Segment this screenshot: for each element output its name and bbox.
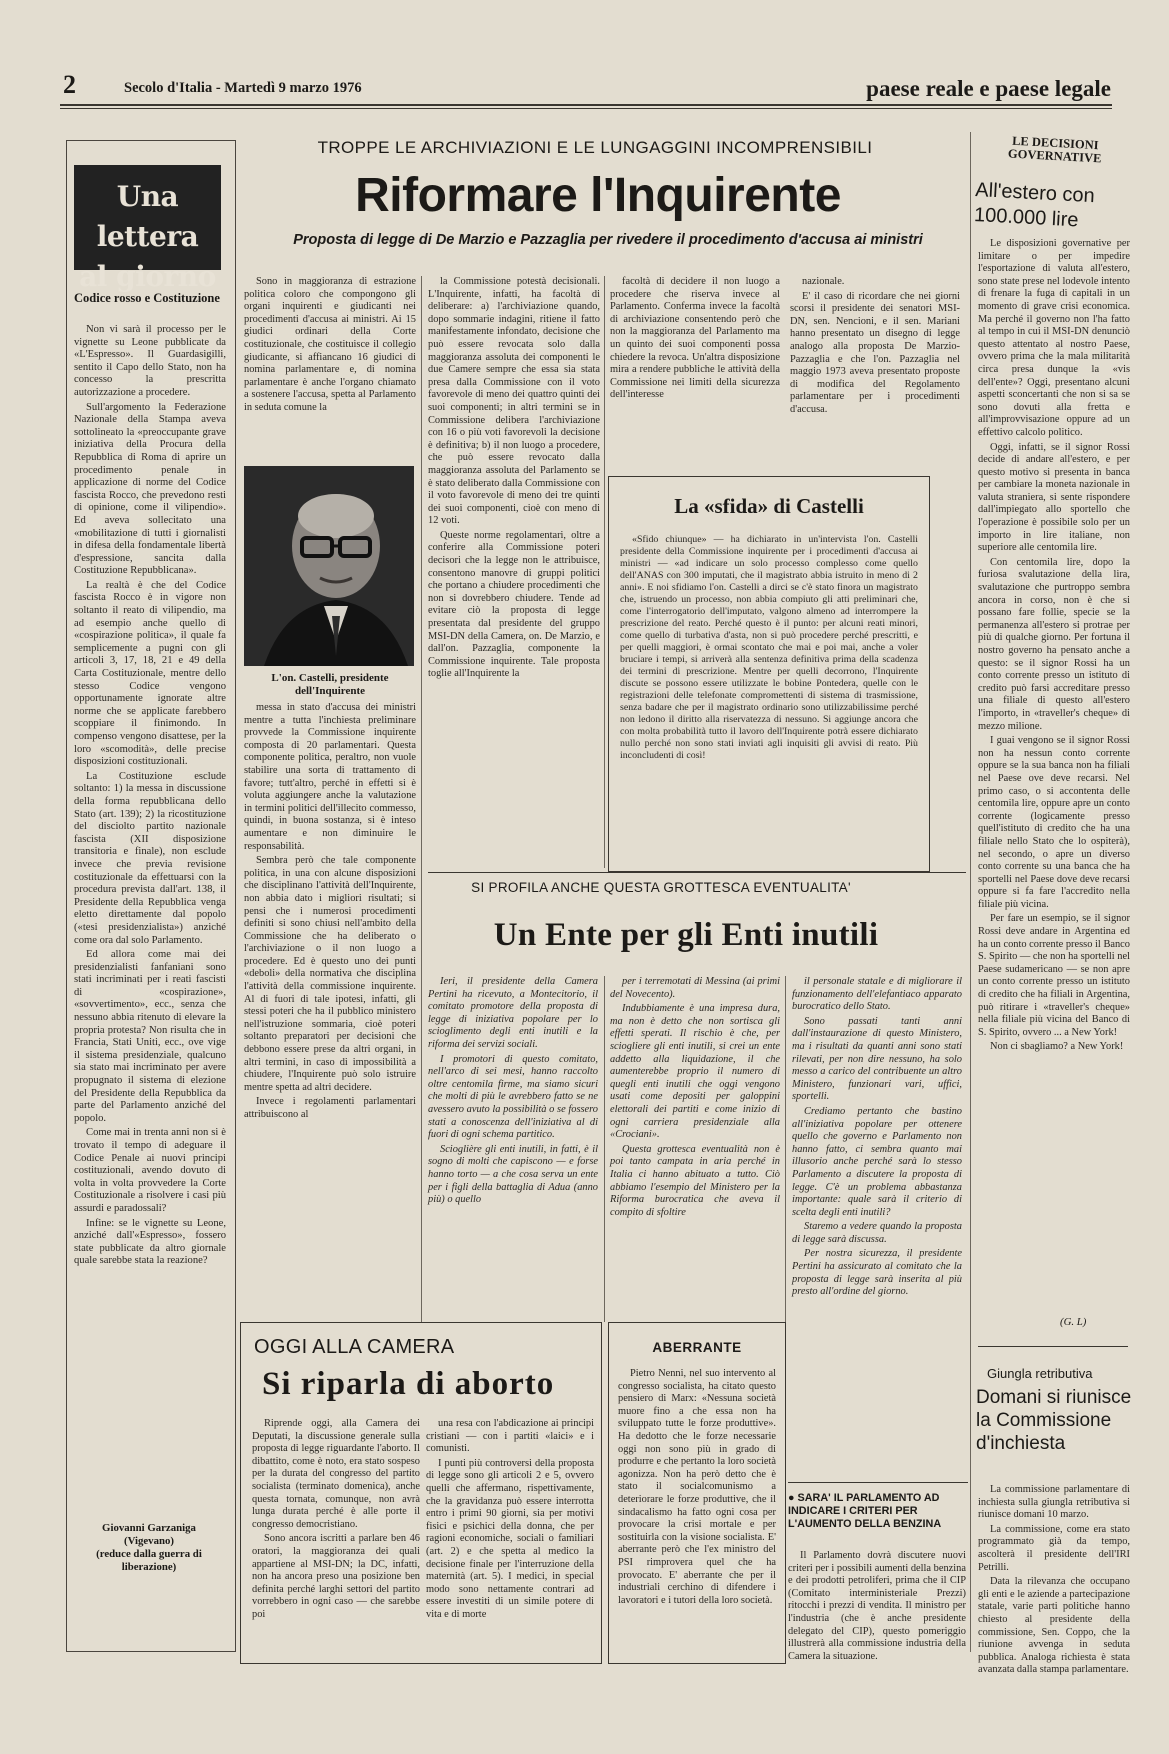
ente-col2 <box>610 976 780 1322</box>
signature-place: (Vigevano) <box>124 1535 174 1547</box>
main-paragraph: Invece i regolamenti parlamentari attribuiscono al <box>244 1096 416 1120</box>
main-headline: Riformare l'Inquirente <box>355 169 841 222</box>
main-col1-top <box>244 276 416 464</box>
castelli-photo <box>244 466 414 666</box>
main-paragraph: messa in stato d'accusa dei ministri mentre a tutta l'inchiesta preliminare provvede la Commissione inquirente composta di 20 parlamentari. Questa componente politica, peraltro, non vuole stabilire una sorta di trattamento di favore; tutt'altro, perché in effetti si è voluta aggiungere anche la valutazione in termini politici dell'illecito commesso, quindi, in buona sostanza, si è inteso aumentare e non diminuire le responsabilità. <box>244 702 416 852</box>
aberrante-paragraph: Pietro Nenni, nel suo intervento al congresso socialista, ha citato questo pensiero di Marx: «Nessuna società muore fino a che essa non ha sviluppato tutte le forze produttive». Ha dedotto che le forze necessarie oggi non sono più in grado di produrre e che pertanto la loro società agonizza. Non ha però detto che è stato il socialcomunismo a deteriorare le forze produttive, che il sindacalismo ha fatto ogni cosa per provocare la crisi mortale e per sostituirla con la visione socialista. E' aberrante però che l'ex ministro del PSI rimprovera quel che ha provocato. E' aberrante che per il industriali cerchino di difendere i lavoratori e i tutori della loro società. <box>618 1368 776 1606</box>
camera-headline: Si riparla di aborto <box>262 1366 555 1402</box>
lettera-paragraph: Come mai in trenta anni non si è trovato il tempo di adeguare il Codice Penale ai nuovi principi costituzionali, avendo dovuto di volta in volta provvedere la Corte Costituzionale a risolvere i casi più assurdi e paradossali? <box>74 1127 226 1214</box>
main-paragraph: E' il caso di ricordare che nei giorni scorsi il presidente dei senatori MSI-DN, sen. Nencioni, e il sen. Mariani hanno presentato un disegno di legge analogo alla proposta De Marzio-Pazzaglia e che l'on. Pazzaglia nel maggio 1973 aveva presentato proposte di modifica del Regolamento parlamentare per i procedimenti d'accusa. <box>790 290 960 415</box>
lettera-body <box>74 324 226 1516</box>
decisioni-headline: All'estero con 100.000 lire <box>973 178 1096 232</box>
main-kicker: TROPPE LE ARCHIVIAZIONI E LE LUNGAGGINI INCOMPRENSIBILI <box>317 138 873 157</box>
portrait-image <box>244 466 414 666</box>
ente-paragraph: Ieri, il presidente della Camera Pertini ha ricevuto, a Montecitorio, il comitato promotore della proposta di legge di iniziativa popolare per lo scioglimento degli enti inutili e la riforma dei servizi sociali. <box>428 976 598 1050</box>
decisioni-paragraph: I guai vengono se il signor Rossi non ha nessun conto corrente oppure se la sua banca non ha filiali nel Paese ove deve recarsi. Nel primo caso, o si accontenta delle centomila lire, oppure apre un conto corrente (logicamente presso quell'istituto di credito che ha una filiale nello Stato che lo ospiterà), nel secondo, o apre un diverso conto corrente su una banca che ha sportelli nel Paese dove deve recarsi oppure si fa fare l'accredito nella filiale più vicina. <box>978 735 1130 910</box>
lettera-paragraph: Non vi sarà il processo per le vignette su Leone pubblicate da «L'Espresso». Il Guardasigilli, sentito il Capo dello Stato, non ha concesso la prescritta autorizzazione a procedere. <box>74 324 226 398</box>
lettera-title-line2: al giorno <box>79 260 216 293</box>
camera-paragraph: Sono ancora iscritti a parlare ben 46 oratori, la maggioranza dei quali appartiene al MSI-DN; la DC, infatti, non ha ancora preso una posizione ben definita perché larghi settori del partito vorrebbero in ogni caso — che sarebbe poi <box>252 1533 420 1620</box>
photo-caption: L'on. Castelli, presidente dell'Inquirente <box>271 672 389 697</box>
ente-col3 <box>792 976 962 1456</box>
camera-paragraph: I punti più controversi della proposta di legge sono gli articoli 2 e 5, ovvero quelli che affermano, rispettivamente, che la gravidanza può essere interrotta entro i primi 90 giorni, sia per motivi fisici e psichici della donna, che per ragioni economiche, sociali o familiari (art. 2) e che spetta al medico la decisione finale per l'interruzione della maternità (art. 5). I medici, in special modo sono nettamente contrari ad essere investiti di un simile potere di vita e di morte <box>426 1457 594 1620</box>
ente-paragraph: il personale statale e di migliorare il funzionamento dell'elefantiaco apparato burocratico dello Stato. <box>792 976 962 1013</box>
ente-paragraph: Staremo a vedere quando la proposta di legge sarà discussa. <box>792 1221 962 1245</box>
main-paragraph: facoltà di decidere il non luogo a procedere che riserva invece al Parlamento. Conferma invece la facoltà di archiviazione consentendo però che non la maggioranza del Parlamento ma un quinto dei suoi componenti possa chiedere la revoca. Un'altra disposizione mira a rendere pubbliche le attività della Commissione nei limiti della sicurezza dell'interesse <box>610 276 780 401</box>
giungla-body <box>978 1484 1130 1676</box>
giungla-kicker: Giungla retributiva <box>987 1366 1093 1381</box>
ente-paragraph: Indubbiamente è una impresa dura, ma non è detto che non sortisca gli effetti sperati. Il rischio è che, per sciogliere gli enti inutili, si crei un ente addetto alla liquidazione, il che aumenterebbe proprio il numero di quegli enti inutili che oggi vengono usati come depositi per galoppini elettorali dei partiti e come inizio di ogni carriera presidenziale alla «Crociani». <box>610 1003 780 1141</box>
lettera-paragraph: Infine: se le vignette su Leone, anziché dall'«Espresso», fossero state pubblicate da altro giornale quale sarebbe stata la reazione? <box>74 1217 226 1267</box>
decisioni-paragraph: Le disposizioni governative per limitare o per impedire l'esportazione di valuta all'estero, sono state prese nel lodevole intento di frenare la fuga di capitali in un momento di grave crisi economica. Ma perché il governo non l'ha fatto al tempo in cui il MSI-DN denunciò questo attentato al nostro Paese, ovvero prima che la mala militarità circa presa dunque la «vis dell'ente»? Oggi, presentano alcuni aspetti sconcertanti che non si sa se sono dovuti alla fretta e all'improvvisazione oppure ad un effettivo calcolo politico. <box>978 238 1130 438</box>
ente-headline: Un Ente per gli Enti inutili <box>493 917 879 953</box>
header-rule <box>60 104 1112 106</box>
giungla-headline: Domani si riunisce la Commissione d'inchiesta <box>976 1387 1132 1454</box>
ente-col1 <box>428 976 598 1322</box>
main-paragraph: Queste norme regolamentari, oltre a conferire alla Commissione poteri decisori che la legge non le attribuisce, consentono manovre di gruppi politici che portano a chiudere procedimenti che non si dovrebbero chiudere. Tende ad evitare ciò la proposta di legge presentata dal presidente del gruppo MSI-DN della Camera, on. De Marzio, e dall'on. Pazzaglia, componente la Commissione inquirente. Tale proposta toglie all'Inquirente la <box>428 529 600 680</box>
camera-paragraph: Riprende oggi, alla Camera dei Deputati, la discussione generale sulla proposta di legge riguardante l'aborto. Il dibattito, come è noto, era stato sospeso per la durata del congresso del partito socialista (terminato domenica), anche questa tornata, comunque, non avrà lunga durata perché è alle porte il congresso democristiano. <box>252 1418 420 1530</box>
giungla-paragraph: La commissione parlamentare di inchiesta sulla giungla retributiva si riunisce domani 10 marzo. <box>978 1484 1130 1521</box>
sfida-title: La «sfida» di Castelli <box>674 494 864 518</box>
sfida-body <box>620 534 918 862</box>
column-rule <box>604 276 605 868</box>
column-rule <box>604 976 605 1322</box>
benzina-headline: ● SARA' IL PARLAMENTO AD INDICARE I CRITERI PER L'AUMENTO DELLA BENZINA <box>788 1492 942 1530</box>
page-number: 2 <box>63 70 76 99</box>
giungla-paragraph: La commissione, come era stato programmato già da tempo, ascolterà il presidente dell'IRI Petrilli. <box>978 1523 1130 1573</box>
signature-name: Giovanni Garzaniga <box>102 1522 196 1534</box>
ente-paragraph: I promotori di questo comitato, nell'arco di sei mesi, hanno raccolto oltre centomila firme, ma siamo sicuri che molti di più le avrebbero fatto se ne avessero avuto la possibilità o se fossero stati a conoscenza dell'iniziativa al di fuori di ogni schema partitico. <box>428 1053 598 1141</box>
benzina-paragraph: Il Parlamento dovrà discutere nuovi criteri per i possibili aumenti della benzina e dei prodotti petroliferi, prima che il CIP (Comitato interministeriale Prezzi) ritocchi i prezzi di vendita. Il ministro per l'industria (che è anche presidente delegato del CIP), questo pomeriggio illustrerà alla commissione industria della Camera la situazione. <box>788 1550 966 1662</box>
ente-paragraph: per i terremotati di Messina (ai primi del Novecento). <box>610 976 780 1000</box>
ente-paragraph: Questa grottesca eventualità non è poi tanto campata in aria perché in Italia ci hanno abituato a tutto. Ciò abbiamo l'esempio del Ministero per la Riforma burocratica che aveva il compito di sfoltire <box>610 1143 780 1218</box>
column-rule <box>421 276 422 1322</box>
section-rule <box>788 1482 968 1483</box>
section-rule <box>428 872 966 873</box>
main-paragraph: Sembra però che tale componente politica, in una con alcune disposizioni che disciplinano l'attività dell'Inquirente, non abbia dato i migliori risultati; si pensi che i numerosi procedimenti definiti si sono chiusi nell'ambito della Commissione che ha deliberato o l'archiviazione o il non luogo a procedere. Ed è questo uno dei punti «deboli» della normativa che disciplina l'attività della commissione inquirente. Al di fuori di tale ipotesi, infatti, gli stessi poteri che ha il pubblico ministero nell'istruzione sommaria, cioè poteri soltanto preparatori per decisioni che debbono essere prese da altri organi, in altri termini, in caso di impossibilità a chiudere, l'Inquirente può solo istruire mentre spetta ad altri decidere. <box>244 855 416 1093</box>
section-title: paese reale e paese legale <box>866 76 1111 101</box>
main-paragraph: nazionale. <box>802 276 845 287</box>
giungla-paragraph: Data la rilevanza che occupano gli enti e le aziende a partecipazione statale, varie parti politiche hanno chiesto al presidente della commissione, Sen. Coppo, che la riunione avvenga in seduta pubblica. Analoga richiesta è stata avanzata dalla stampa parlamentare. <box>978 1576 1130 1676</box>
decisioni-body <box>978 238 1130 1310</box>
lettera-signature <box>74 1522 224 1574</box>
ente-paragraph: Sono passati tanti anni dall'instaurazione di questo Ministero, ma i risultati da quanti anni sono stati rilevati, per non dire nessuno, ha solo messo a carico del contribuente un altro Ministero, funzionari vari, uffici, sportelli. <box>792 1015 962 1103</box>
benzina-body <box>788 1550 966 1662</box>
camera-col1 <box>252 1418 420 1654</box>
main-col2 <box>428 276 600 868</box>
decisioni-paragraph: Per fare un esempio, se il signor Rossi deve andare in Argentina ed ha un conto corrente presso il Banco S. Spirito — che non ha sportelli nel Paese sudamericano — se non apre un conto corrente presso un istituto di credito che ha filiali in Argentina, può ritirare i «traveller's cheque» nella filiale più vicina del Banco di S. Spirito, ovvero ... a New York! <box>978 913 1130 1038</box>
aberrante-title: ABERRANTE <box>652 1340 742 1355</box>
header-rule-thin <box>60 108 1112 109</box>
decisioni-paragraph: Non ci sbagliamo? a New York! <box>990 1041 1124 1053</box>
main-deck: Proposta di legge di De Marzio e Pazzaglia per rivedere il procedimento d'accusa ai ministri <box>293 232 923 248</box>
lettera-paragraph: Ed allora come mai dei presidenzialisti fanfaniani sono stati incriminati per i reati fascisti di «cospirazione», «sovvertimento», ecc., senza che nessuno abbia ritenuto di elevare la propria protesta? Non risulta che in Francia, Stati Uniti, ecc., ove vige il sistema presidenziale, qualcuno sia stato mai incriminato per avere propugnato il sistema di elezione del Presidente della Repubblica da parte del Parlamento anziché del popolo. <box>74 949 226 1124</box>
main-col4 <box>790 276 960 466</box>
lettera-title-line1: Una lettera <box>96 180 199 253</box>
camera-col2 <box>426 1418 594 1654</box>
camera-paragraph: una resa con l'abdicazione ai principi cristiani — con i partiti «laici» e i comunisti. <box>426 1418 594 1455</box>
main-col1-bottom <box>244 702 416 1324</box>
lettera-paragraph: Sull'argomento la Federazione Nazionale della Stampa aveva sottolineato la «preoccupante grave iniziativa della Procura della Repubblica di Roma di aprire un procedimento penale in applicazione di norme del Codice fascista Rocco, che prevedono resti di opinione, come il vilipendio». Ed aveva sollecitato una «mobilitazione di tutti i giornalisti in difesa della fondamentale libertà d'espressione, sancita dalla Costituzione Repubblicana». <box>74 401 226 577</box>
main-col3 <box>610 276 780 466</box>
ente-paragraph: Crediamo pertanto che bastino all'iniziativa popolare per ottenere quello che governo e Parlamento non hanno fatto, ci sembra quanto mai illusorio anche perché sarà lo stesso Parlamento a discutere la proposta di legge. C'è un problema abbastanza importante: quale sarà il criterio di scelta degli enti inutili? <box>792 1105 962 1218</box>
signature-note: (reduce dalla guerra di liberazione) <box>96 1548 202 1573</box>
lettera-column-title <box>74 165 221 293</box>
aberrante-body <box>618 1368 776 1654</box>
bullet-icon: ● <box>788 1492 798 1504</box>
lettera-title: Codice rosso e Costituzione <box>74 291 220 305</box>
main-paragraph: Sono in maggioranza di estrazione politica coloro che compongono gli organi inquirenti e giudicanti nei procedimenti d'accusa ai ministri. Ai 15 giudici ordinari della Corte costituzionale, che costituisce il collegio giudicante, si affiancano 16 giudici di nomina parlamentare e, di nomina parlamentare è anche l'organo chiamato a sostenere l'accusa, spetta al Parlamento in seduta comune la <box>244 276 416 413</box>
decisioni-signature: (G. L) <box>1060 1316 1087 1328</box>
decisioni-kicker: LE DECISIONI GOVERNATIVE <box>1007 133 1102 166</box>
column-rule <box>970 132 971 1652</box>
decisioni-paragraph: Oggi, infatti, se il signor Rossi decide di andare all'estero, e per questo motivo si presenta in banca per cambiare la moneta nazionale in valuta straniera, si sente rispondere dall'impiegato allo sportello che l'operazione è possibile solo per un importo in lire italiane, non superiore alle centomila lire. <box>978 441 1130 554</box>
ente-paragraph: Per nostra sicurezza, il presidente Pertini ha assicurato al comitato che la proposta di legge sarà inserita al più presto all'ordine del giorno. <box>792 1248 962 1298</box>
section-rule <box>978 1346 1128 1347</box>
ente-kicker: SI PROFILA ANCHE QUESTA GROTTESCA EVENTUALITA' <box>471 880 851 895</box>
ente-paragraph: Scioglière gli enti inutili, in fatti, è il sogno di molti che capiscono — e forse hanno torto — a che cosa serva un ente per i figli della battaglia di Adua (anno più) o quello <box>428 1143 598 1206</box>
paper-date: Secolo d'Italia - Martedì 9 marzo 1976 <box>124 80 362 96</box>
lettera-paragraph: La realtà è che del Codice fascista Rocco è in vigore non soltanto il reato di vilipendio, ma ad esempio anche quello di «cospirazione politica», il quale fa semplicemente a pugni con gli articoli 3, 17, 18, 21 e 49 della Carta Costituzionale, mentre dello stesso Codice vengono opportunamente ignorate altre norme che se applicate farebbero scoppiare il finimondo. In compenso vengono disattese, per la loro «scomodità», delle precise disposizioni costituzionali. <box>74 579 226 768</box>
decisioni-paragraph: Con centomila lire, dopo la furiosa svalutazione della lira, svalutazione che purtroppo sembra ancora in corso, non è che si possano fare follie, specie se la permanenza all'estero si protrae per più di qualche giorno. Per fortuna il nostro governo ha pensato anche a questo: se il signor Rossi ha un conto corrente presso un istituto di credito può farsi accreditare presso una filiale di questo all'estero l'importo, in «traveller's cheque» di mezzo milione. <box>978 556 1130 732</box>
sfida-paragraph: «Sfido chiunque» — ha dichiarato in un'intervista l'on. Castelli presidente della Commissione inquirente per i procedimenti d'accusa ai ministri — «ad indicare un solo processo complesso come quello dell'ANAS con 300 imputati, che il magistrato abbia istruito in meno di 2 anni». E noi sfidiamo l'on. Castelli a dirci se c'è stato finora un magistrato che, istruendo un processo, non abbia compiuto gli atti preliminari che, come l'interrogatorio dell'imputato, valgono almeno ad interrompere la prescrizione del reato. Perché questo è il punto: per alcuni reati minori, come quello di turbativa d'asta, non si può procedere perché prescritti, e per quelli maggiori, è ormai scontato che mai e poi mai, anche a voler bruciare i tempi, si arriverà alla sentenza definitiva prima della scadenza dei termini di prescrizione. Mentre per quelli decorrono, l'Inquirente discute se possono essere utilizzate le bobine Pontedera, quelle con le registrazioni delle telefonate compromettenti di sistema di trasmissione, senza badare che per il magistrato ordinario sono utilizzabilissime perché non ledono il diritto alla riservatezza di nessuno. Si aggiunge ancora che con molta probabilità tutto il lavoro dell'Inquirente potrà essere dichiarato nullo perché non sono stati inviati agli inquisiti gli avvisi di reato. Più inconcludenti di così! <box>620 534 918 761</box>
main-paragraph: la Commissione potestà decisionali. L'Inquirente, infatti, ha facoltà di deliberare: a) l'archiviazione quando, dopo sommarie indagini, ritiene il fatto manifestamente infondato, decisione che può essere revocata solo dalla maggioranza assoluta dei componenti le due Camere sempre che essa sia stata presa dalla Commissione con il voto favorevole di meno dei quattro quinti dei suoi componenti; in altri termini se in Commissione delibera l'archiviazione con 16 o più voti favorevoli la decisione è definitiva; b) il non luogo a procedere, che può essere revocato dalla maggioranza assoluta del Parlamento se è stato deliberato dalla Commissione con il voto favorevole di meno dei tre quinti dei suoi componenti, cioè con meno di 12 voti. <box>428 276 600 527</box>
camera-kicker: OGGI ALLA CAMERA <box>254 1336 455 1358</box>
lettera-paragraph: La Costituzione esclude soltanto: 1) la messa in discussione della forma repubblicana dello Stato (art. 139); 2) la ricostituzione del disciolto partito nazionale fascista (XII disposizione transitoria e finale), non esclude invece che previa revisione costituzionale da effettuarsi con la procedura prevista dall'art. 138, il Presidente della Repubblica venga eletto direttamente dal popolo («tesi presidenzialista») anziché come ora dal solo Parlamento. <box>74 770 226 946</box>
